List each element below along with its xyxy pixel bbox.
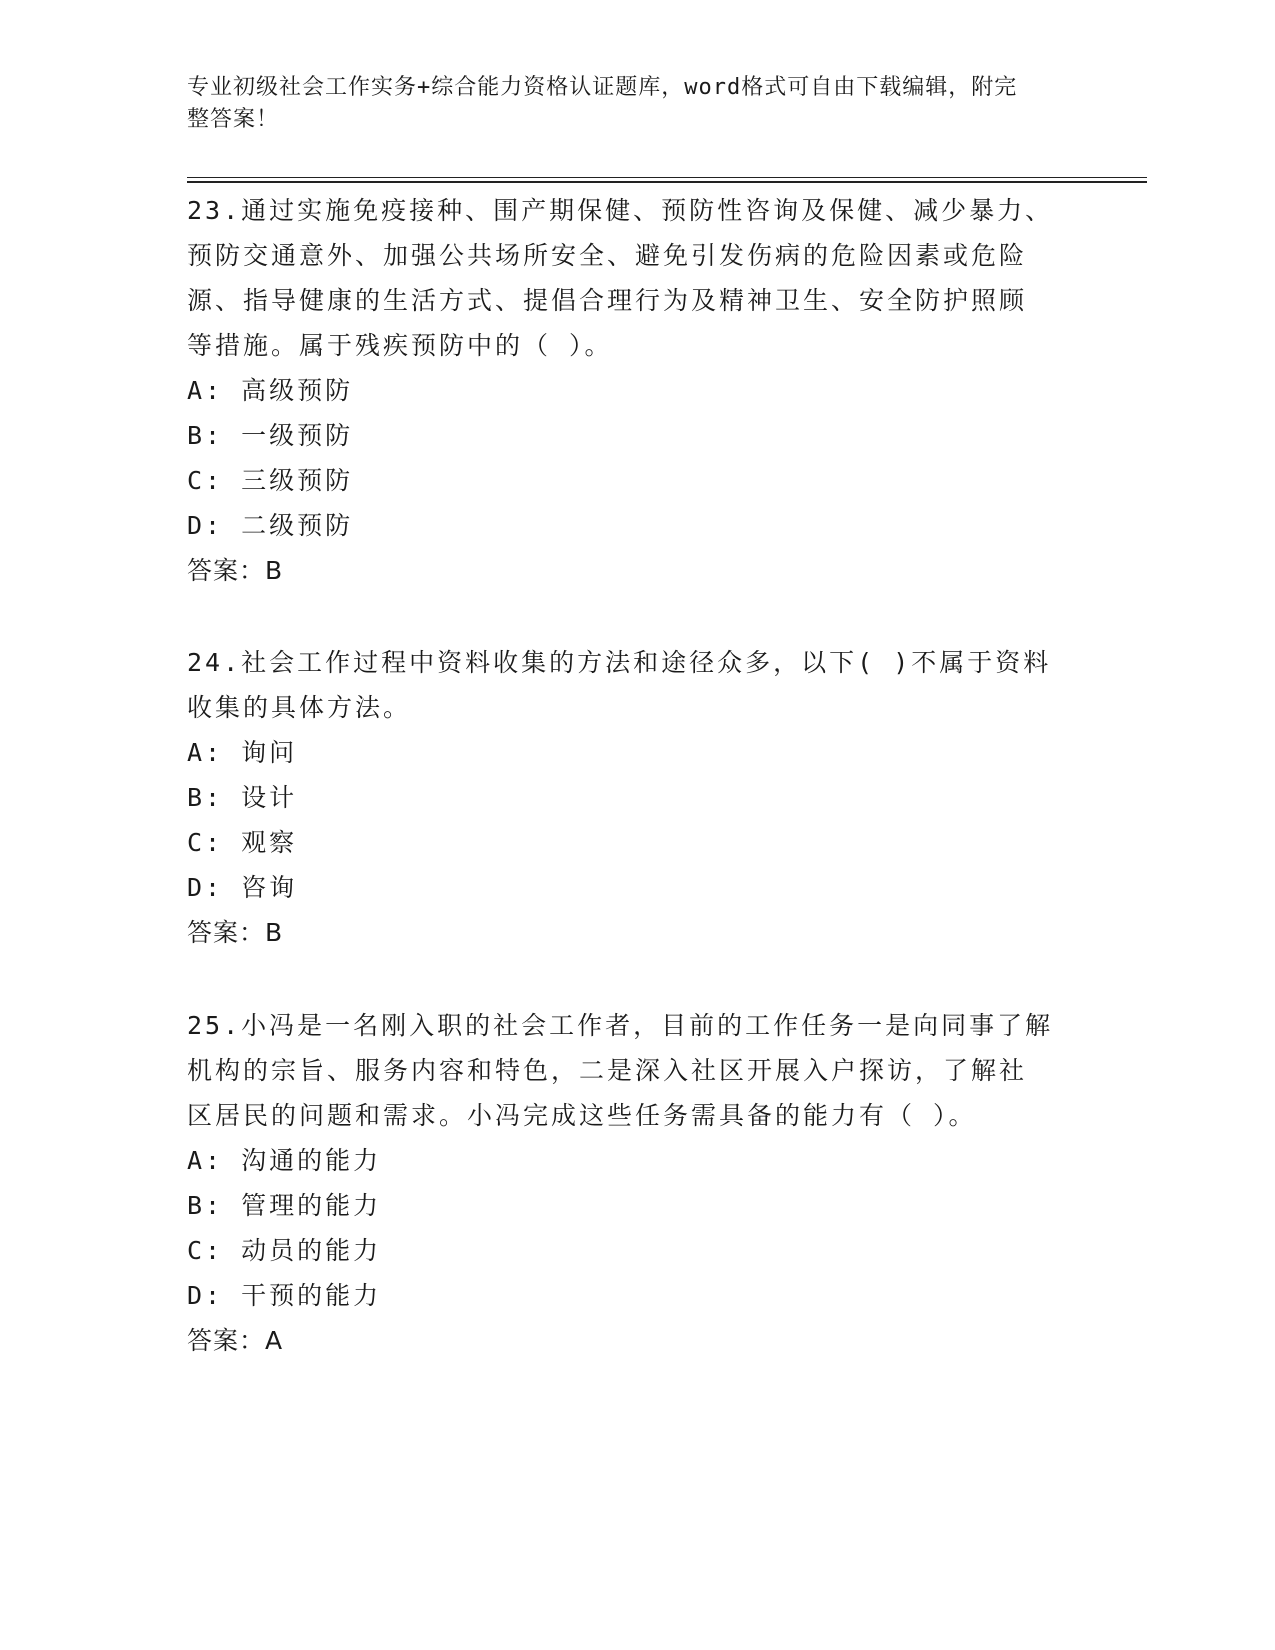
document-header	[187, 72, 1067, 136]
answer-line: 答案：A	[187, 1326, 284, 1355]
question-text-line: 预防交通意外、加强公共场所安全、避免引发伤病的危险因素或危险	[187, 241, 1028, 270]
question-23	[187, 188, 1067, 593]
question-text-line: 23.通过实施免疫接种、围产期保健、预防性咨询及保健、减少暴力、	[187, 196, 1054, 225]
option-b: B: 一级预防	[187, 421, 354, 450]
question-25	[187, 1003, 1067, 1363]
option-c: C: 三级预防	[187, 466, 354, 495]
question-text-line: 区居民的问题和需求。小冯完成这些任务需具备的能力有（ ）。	[187, 1101, 977, 1130]
option-c: C: 动员的能力	[187, 1236, 382, 1265]
question-text-line: 等措施。属于残疾预防中的（ ）。	[187, 331, 613, 360]
header-divider-thick	[187, 181, 1147, 183]
option-d: D: 咨询	[187, 873, 298, 902]
option-d: D: 干预的能力	[187, 1281, 382, 1310]
question-text-line: 25.小冯是一名刚入职的社会工作者，目前的工作任务一是向同事了解	[187, 1011, 1054, 1040]
answer-line: 答案：B	[187, 918, 284, 947]
question-text-line: 机构的宗旨、服务内容和特色，二是深入社区开展入户探访，了解社	[187, 1056, 1028, 1085]
question-24	[187, 640, 1067, 955]
header-line-2: 整答案！	[187, 107, 280, 132]
question-text-line: 收集的具体方法。	[187, 693, 412, 722]
option-a: A: 沟通的能力	[187, 1146, 382, 1175]
option-c: C: 观察	[187, 828, 298, 857]
option-a: A: 高级预防	[187, 376, 354, 405]
option-d: D: 二级预防	[187, 511, 354, 540]
option-a: A: 询问	[187, 738, 298, 767]
option-b: B: 管理的能力	[187, 1191, 382, 1220]
header-line-1: 专业初级社会工作实务+综合能力资格认证题库，word格式可自由下载编辑，附完	[187, 75, 1018, 100]
header-divider-thin	[187, 177, 1147, 178]
option-b: B: 设计	[187, 783, 298, 812]
answer-line: 答案：B	[187, 556, 284, 585]
question-text-line: 源、指导健康的生活方式、提倡合理行为及精神卫生、安全防护照顾	[187, 286, 1028, 315]
question-text-line: 24.社会工作过程中资料收集的方法和途径众多，以下( )不属于资料	[187, 648, 1052, 677]
